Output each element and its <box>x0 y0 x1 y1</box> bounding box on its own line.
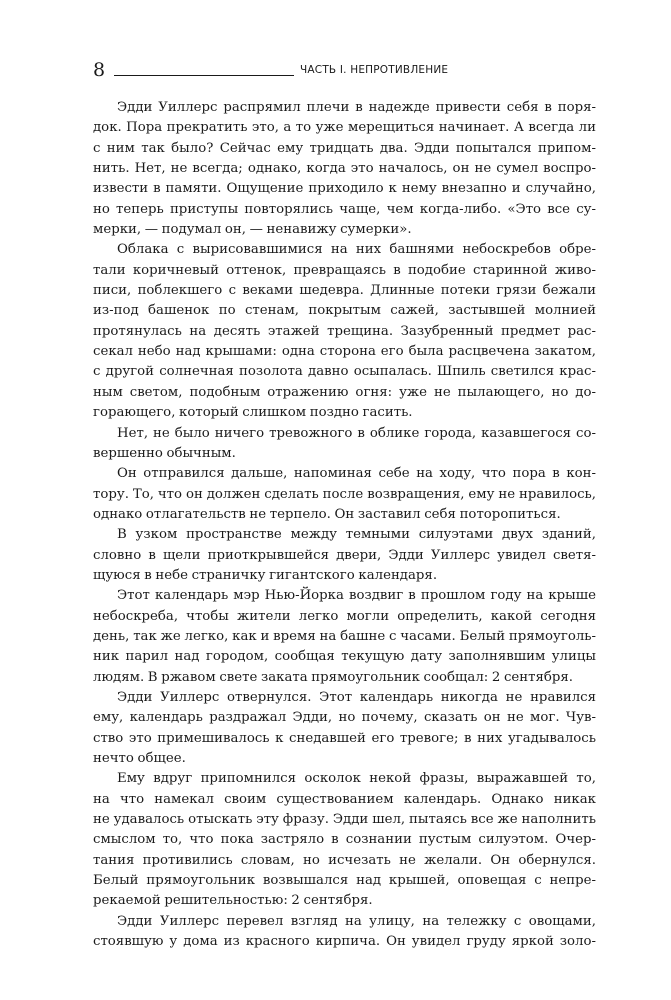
text-line: ным светом, подобным отражению огня: уже не пылающего, но до- <box>93 384 596 400</box>
text-line: нить. Нет, не всегда; однако, когда это началось, он не сумел воспро- <box>93 161 596 177</box>
running-head: ЧАСТЬ I. НЕПРОТИВЛЕНИЕ <box>300 64 449 76</box>
text-line: не удавалось отыскать эту фразу. Эдди шел, пытаясь все же наполнить <box>93 812 596 828</box>
text-line: щуюся в небе страничку гигантского календаря. <box>93 567 438 583</box>
text-line: Эдди Уиллерс перевел взгляд на улицу, на тележку с овощами, <box>117 913 596 929</box>
text-line: протянулась на десять этажей трещина. Зазубренный предмет рас- <box>93 323 596 339</box>
text-line: мерки, — подумал он, — ненавижу сумерки». <box>93 222 412 238</box>
page-number: 8 <box>93 59 106 81</box>
text-line: с другой солнечная позолота давно осыпалась. Шпиль светился крас- <box>93 364 596 380</box>
text-line: с ним так было? Сейчас ему тридцать два. Эдди попытался припом- <box>93 140 596 156</box>
header-rule <box>114 75 294 76</box>
text-line: смыслом то, что пока застряло в сознании пустым силуэтом. Очер- <box>93 832 596 848</box>
text-line: секал небо над крышами: одна сторона его была расцвечена закатом, <box>93 344 596 360</box>
text-line: Ему вдруг припомнился осколок некой фразы, выражавшей то, <box>117 771 596 787</box>
text-line: ство это примешивалось к снедавшей его тревоге; в них угадывалось <box>93 730 596 746</box>
text-line: тали коричневый оттенок, превращаясь в подобие старинной живо- <box>93 262 596 278</box>
text-line: вершенно обычным. <box>93 445 236 461</box>
text-line: нечто общее. <box>93 751 186 766</box>
text-line: тания противились словам, но исчезать не желали. Он обернулся. <box>93 852 596 868</box>
text-line: ник парил над городом, сообщая текущую дату заполнявшим улицы <box>93 649 596 665</box>
text-line: людям. В ржавом свете заката прямоугольник сообщал: 2 сентября. <box>93 669 574 685</box>
text-line: Облака с вырисовавшимися на них башнями небоскребов обре- <box>117 242 596 258</box>
text-line: Эдди Уиллерс отвернулся. Этот календарь никогда не нравился <box>117 689 596 705</box>
text-line: Он отправился дальше, напоминая себе на ходу, что пора в кон- <box>117 466 596 482</box>
text-line: Этот календарь мэр Нью-Йорка воздвиг в прошлом году на крыше <box>117 588 596 604</box>
text-line: В узком пространстве между темными силуэтами двух зданий, <box>117 527 596 543</box>
text-line: на что намекал своим существованием календарь. Однако никак <box>93 791 596 807</box>
text-line: однако отлагательств не терпело. Он заставил себя поторопиться. <box>93 506 561 522</box>
text-line: док. Пора прекратить это, а то уже мерещиться начинает. А всегда ли <box>93 120 596 136</box>
text-line: Эдди Уиллерс распрямил плечи в надежде привести себя в поря- <box>117 100 596 115</box>
text-line: тору. То, что он должен сделать после возвращения, ему не нравилось, <box>93 486 596 502</box>
text-line: словно в щели приоткрывшейся двери, Эдди Уиллерс увидел светя- <box>93 547 596 563</box>
page-header <box>93 58 595 82</box>
body-text <box>93 98 596 952</box>
text-line: извести в памяти. Ощущение приходило к нему внезапно и случайно, <box>93 181 596 197</box>
text-line: из-под башенок по стенам, покрытым сажей, застывшей молнией <box>93 303 596 319</box>
text-line: небоскреба, чтобы жители легко могли определить, какой сегодня <box>93 608 596 624</box>
text-line: Нет, не было ничего тревожного в облике города, казавшегося со- <box>117 425 596 441</box>
text-line: день, так же легко, как и время на башне с часами. Белый прямоуголь- <box>93 628 596 644</box>
text-line: горающего, который слишком поздно гасить. <box>93 405 413 421</box>
text-line: стоявшую у дома из красного кирпича. Он увидел груду яркой золо- <box>93 934 596 950</box>
text-line: писи, поблекшего с веками шедевра. Длинные потеки грязи бежали <box>93 283 596 299</box>
text-line: рекаемой решительностью: 2 сентября. <box>93 893 373 909</box>
text-line: Белый прямоугольник возвышался над крышей, оповещая с непре- <box>93 873 596 889</box>
text-line: ему, календарь раздражал Эдди, но почему, сказать он не мог. Чув- <box>93 710 596 726</box>
text-line: но теперь приступы повторялись чаще, чем когда-либо. «Это все су- <box>93 201 596 217</box>
